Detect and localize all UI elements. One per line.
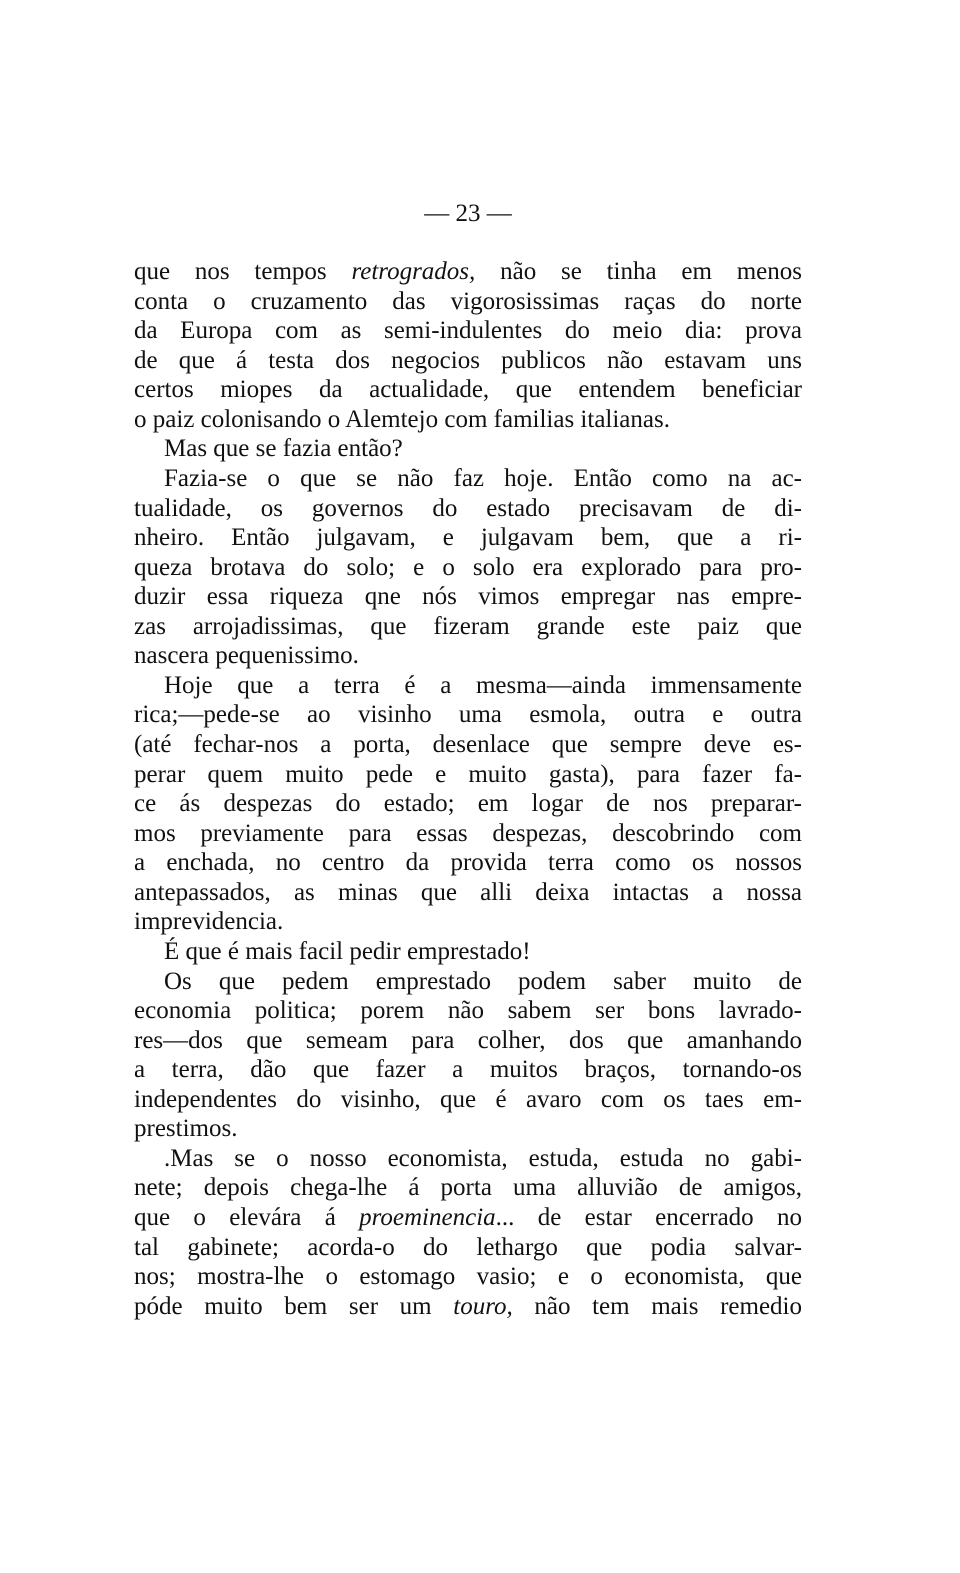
line-text: não se tinha em menos [475, 258, 802, 285]
line-text: nos; mostra-lhe o estomago vasio; e o economista, que [134, 1263, 802, 1291]
text-line [134, 996, 802, 1026]
text-line [134, 819, 802, 849]
text-line [134, 907, 802, 937]
line-text: ce ás despezas do estado; em logar de nos preparar- [134, 790, 802, 818]
line-text: prestimos. [134, 1115, 238, 1143]
line-text: certos miopes da actualidade, que entendem beneficiar [134, 376, 802, 404]
text-line [134, 494, 802, 524]
text-line [134, 434, 802, 464]
line-text: póde muito bem ser um [134, 1292, 454, 1320]
text-line [134, 582, 802, 612]
text-line [134, 1203, 802, 1233]
page-number: — 23 — [424, 200, 512, 227]
text-line [134, 878, 802, 908]
line-text: tualidade, os governos do estado precisavam de di- [134, 494, 802, 522]
line-text: res—dos que semeam para colher, dos que amanhando [134, 1026, 802, 1054]
text-line [134, 316, 802, 346]
text-line [134, 405, 802, 435]
text-line [134, 287, 802, 317]
line-text: de que á testa dos negocios publicos não estavam uns [134, 346, 802, 374]
text-line [134, 730, 802, 760]
line-text: que nos tempos [134, 258, 352, 285]
text-line [134, 937, 802, 967]
line-text: economia politica; porem não sabem ser bons lavrado- [134, 997, 802, 1025]
line-text: (até fechar-nos a porta, desenlace que sempre deve es- [134, 731, 802, 758]
line-text: nete; depois chega-lhe á porta uma alluvião de amigos, [134, 1174, 802, 1202]
line-text: Fazia-se o que se não faz hoje. Então como na ac- [164, 464, 802, 492]
line-text: tal gabinete; acorda-o do lethargo que podia salvar- [134, 1233, 802, 1261]
line-text: duzir essa riqueza qne nós vimos empregar nas empre- [134, 583, 802, 611]
text-line [134, 464, 802, 494]
line-text: Hoje que a terra é a mesma—ainda immensamente [164, 671, 802, 699]
line-text: não tem mais remedio [512, 1292, 802, 1320]
line-text: o paiz colonisando o Alemtejo com familias italianas. [134, 405, 670, 433]
line-text: a terra, dão que fazer a muitos braços, tornando-os [134, 1056, 802, 1084]
line-text: É que é mais facil pedir emprestado! [164, 937, 531, 965]
text-line [134, 257, 802, 287]
line-text: da Europa com as semi-indulentes do meio dia: prova [134, 317, 802, 345]
text-line [134, 1026, 802, 1056]
text-line [134, 523, 802, 553]
text-line [134, 1114, 802, 1144]
line-text: Mas que se fazia então? [164, 435, 403, 463]
line-text: conta o cruzamento das vigorosissimas raças do norte [134, 287, 802, 315]
text-line [134, 1292, 802, 1322]
text-line [134, 1173, 802, 1203]
text-line [134, 1262, 802, 1292]
line-text: independentes do visinho, que é avaro com os taes em- [134, 1085, 802, 1113]
text-line [134, 848, 802, 878]
text-line [134, 760, 802, 790]
text-line [134, 1085, 802, 1115]
line-text: rica;—pede-se ao visinho uma esmola, outra e outra [134, 701, 802, 729]
line-text: nheiro. Então julgavam, e julgavam bem, que a ri- [134, 524, 802, 552]
italic-text: proeminencia [359, 1204, 496, 1231]
text-line [134, 346, 802, 376]
text-line [134, 967, 802, 997]
text-line [134, 671, 802, 701]
line-text: zas arrojadissimas, que fizeram grande este paiz que [134, 612, 802, 640]
line-text: Os que pedem emprestado podem saber muito de [164, 967, 802, 995]
text-line [134, 612, 802, 642]
text-line [134, 641, 802, 671]
line-text: perar quem muito pede e muito gasta), para fazer fa- [134, 760, 802, 788]
text-line [134, 1055, 802, 1085]
line-text: que o elevára á [134, 1204, 360, 1231]
text-line [134, 1144, 802, 1174]
line-text: mos previamente para essas despezas, descobrindo com [134, 819, 802, 847]
body-text [134, 257, 802, 1321]
line-text: .Mas se o nosso economista, estuda, estuda no gabi- [164, 1144, 802, 1172]
line-text: queza brotava do solo; e o solo era explorado para pro- [134, 553, 802, 581]
italic-text: retrogrados, [351, 258, 476, 285]
text-line [134, 1233, 802, 1263]
line-text: a enchada, no centro da provida terra como os nossos [134, 849, 802, 877]
line-text: imprevidencia. [134, 908, 284, 936]
line-text: ... de estar encerrado no [495, 1204, 802, 1231]
text-line [134, 789, 802, 819]
line-text: antepassados, as minas que alli deixa intactas a nossa [134, 878, 802, 906]
text-line [134, 553, 802, 583]
text-line [134, 700, 802, 730]
text-line [134, 375, 802, 405]
line-text: nascera pequenissimo. [134, 642, 359, 670]
italic-text: touro, [453, 1292, 513, 1320]
